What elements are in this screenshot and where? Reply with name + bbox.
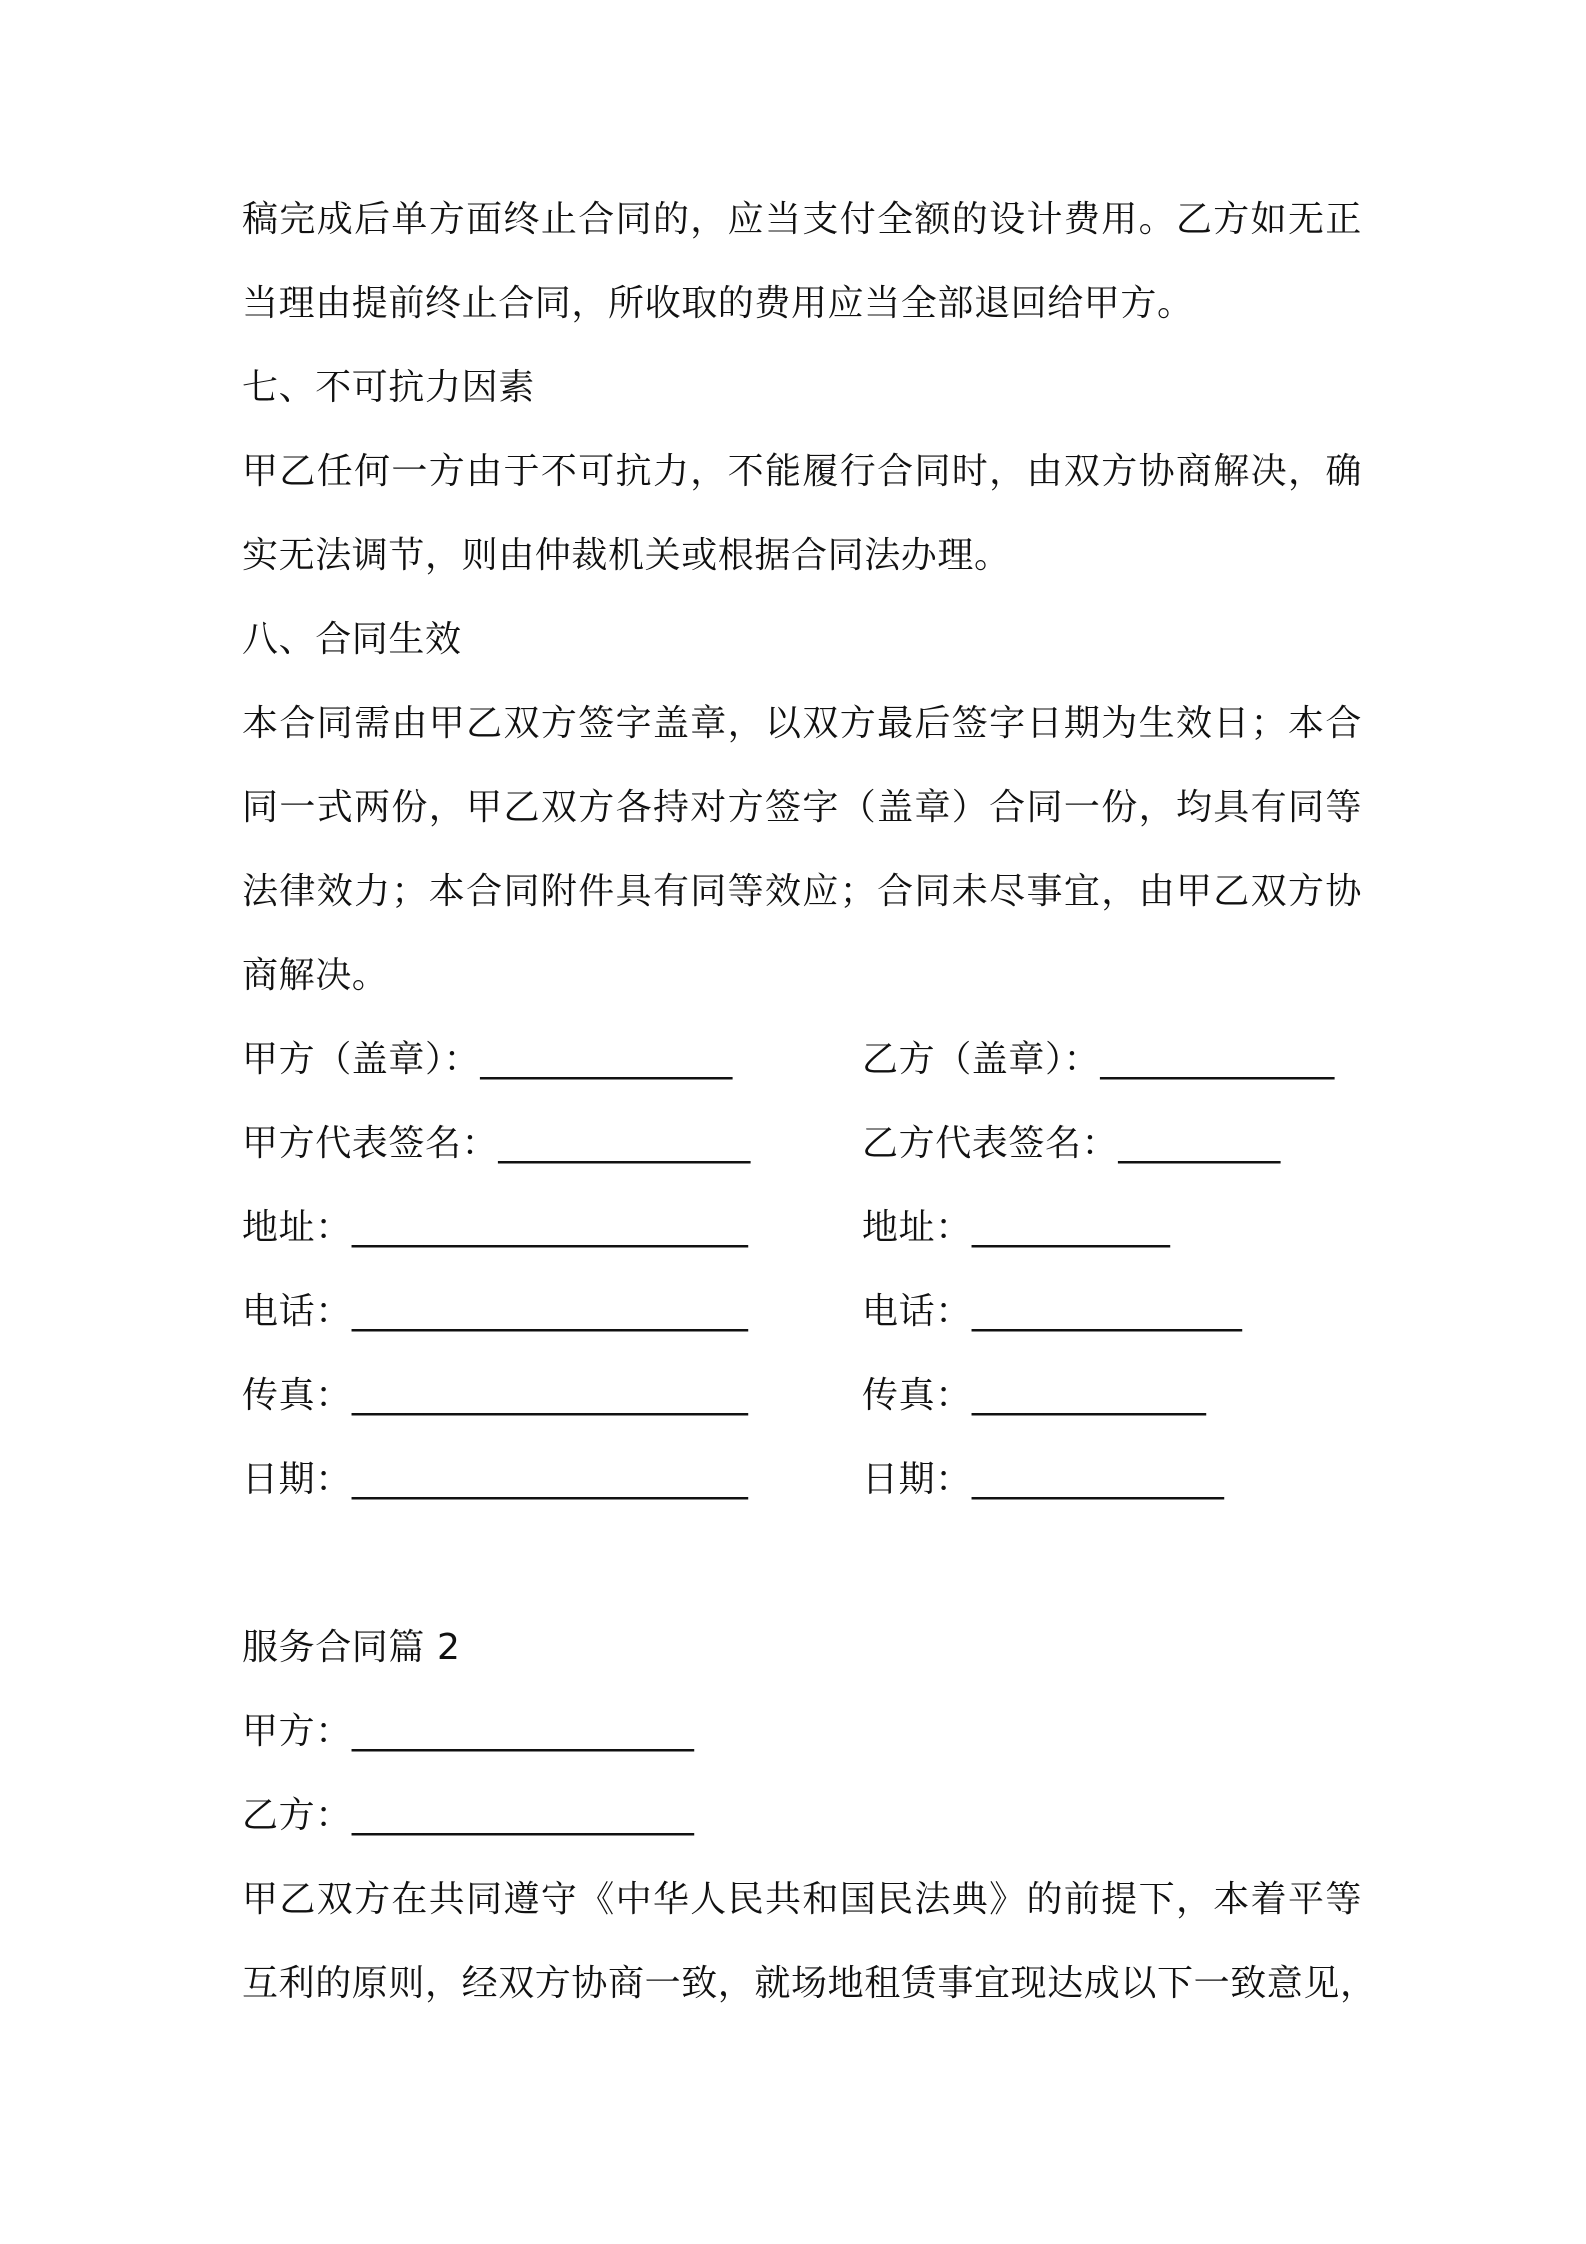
paragraph-line: 本合同需由甲乙双方签字盖章，以双方最后签字日期为生效日；本合 (242, 703, 1362, 744)
field-label: 日期： (862, 1459, 972, 1500)
field-label: 乙方代表签名： (862, 1123, 1119, 1164)
field-label: 地址： (242, 1207, 352, 1248)
party-b-line (242, 1792, 694, 1840)
section-heading-7: 七、不可抗力因素 (242, 367, 535, 408)
paragraph-line: 实无法调节，则由仲裁机关或根据合同法办理。 (242, 535, 1011, 576)
signature-party-a-rep (242, 1120, 750, 1168)
field-label: 地址： (862, 1207, 972, 1248)
signature-blank: ______________________ (351, 1375, 748, 1416)
field-label: 电话： (242, 1291, 352, 1332)
signature-party-b-rep (862, 1120, 1280, 1168)
signature-party-b-address (862, 1204, 1170, 1252)
signature-party-a-date (242, 1456, 748, 1504)
signature-party-b-fax (862, 1372, 1206, 1420)
field-label: 传真： (242, 1375, 352, 1416)
field-label: 日期： (242, 1459, 352, 1500)
signature-party-b-date (862, 1456, 1224, 1504)
signature-party-a-address (242, 1204, 748, 1252)
signature-blank: ______________________ (351, 1207, 748, 1248)
signature-blank: ______________________ (351, 1291, 748, 1332)
paragraph-line: 甲乙任何一方由于不可抗力，不能履行合同时，由双方协商解决，确 (242, 451, 1362, 492)
party-blank: ___________________ (351, 1795, 694, 1836)
signature-party-b-seal (862, 1036, 1334, 1084)
paragraph-line: 同一式两份，甲乙双方各持对方签字（盖章）合同一份，均具有同等 (242, 787, 1362, 828)
party-blank: ___________________ (351, 1711, 694, 1752)
field-label: 乙方（盖章）： (862, 1039, 1101, 1080)
paragraph-line: 稿完成后单方面终止合同的，应当支付全额的设计费用。乙方如无正 (242, 199, 1362, 240)
signature-blank: ______________ (480, 1039, 733, 1080)
field-label: 电话： (862, 1291, 972, 1332)
field-label: 甲方（盖章）： (242, 1039, 481, 1080)
signature-blank: ______________ (498, 1123, 751, 1164)
signature-party-b-phone (862, 1288, 1242, 1336)
paragraph-line: 商解决。 (242, 955, 389, 996)
field-label: 甲方代表签名： (242, 1123, 499, 1164)
signature-blank: _____________ (1100, 1039, 1335, 1080)
field-label: 传真： (862, 1375, 972, 1416)
field-label: 乙方： (242, 1795, 352, 1836)
signature-blank: _________ (1118, 1123, 1281, 1164)
field-label: 甲方： (242, 1711, 352, 1752)
paragraph-line: 法律效力；本合同附件具有同等效应；合同未尽事宜，由甲乙双方协 (242, 871, 1362, 912)
signature-blank: ______________________ (351, 1459, 748, 1500)
contract-title-2: 服务合同篇 2 (242, 1627, 461, 1668)
paragraph-line: 互利的原则，经双方协商一致，就场地租赁事宜现达成以下一致意见， (242, 1963, 1377, 2004)
paragraph-line: 当理由提前终止合同，所收取的费用应当全部退回给甲方。 (242, 283, 1194, 324)
signature-party-a-seal (242, 1036, 732, 1084)
signature-party-a-phone (242, 1288, 748, 1336)
section-heading-8: 八、合同生效 (242, 619, 462, 660)
party-a-line (242, 1708, 694, 1756)
signature-blank: ______________ (971, 1459, 1224, 1500)
signature-party-a-fax (242, 1372, 748, 1420)
signature-blank: ___________ (971, 1207, 1170, 1248)
signature-blank: _____________ (971, 1375, 1206, 1416)
signature-blank: _______________ (971, 1291, 1242, 1332)
paragraph-line: 甲乙双方在共同遵守《中华人民共和国民法典》的前提下，本着平等 (242, 1879, 1362, 1920)
